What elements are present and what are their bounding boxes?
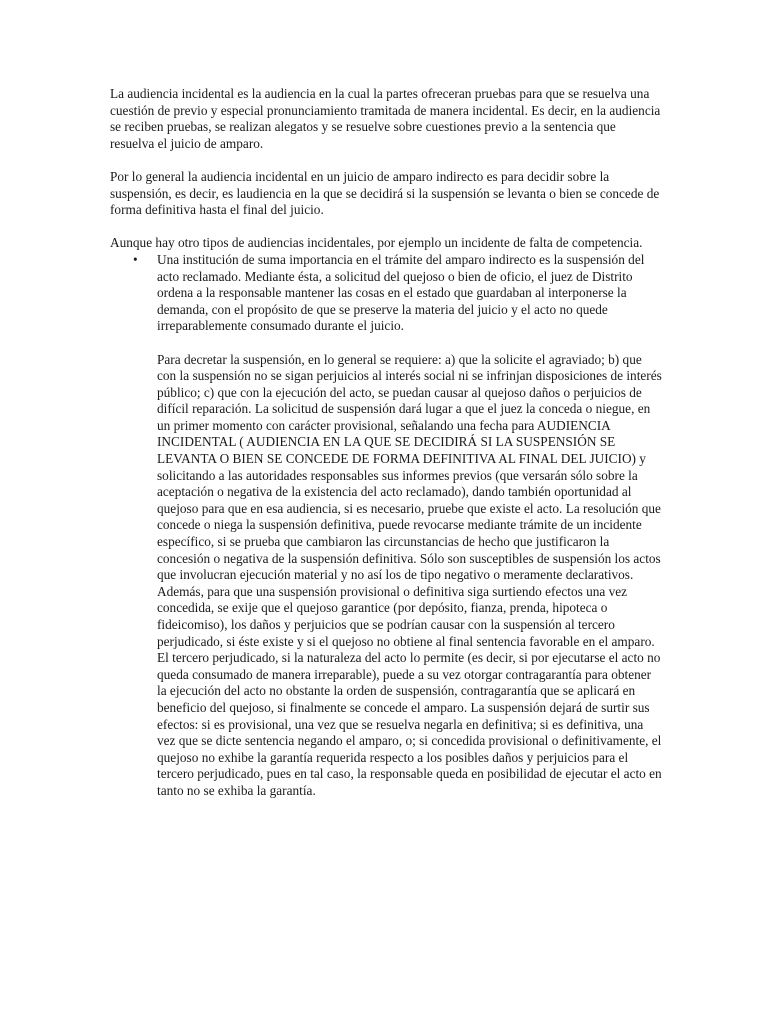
paragraph-3: Aunque hay otro tipos de audiencias incidentales, por ejemplo un incidente de falta de competencia. <box>110 235 643 251</box>
bullet-icon: • <box>133 251 138 267</box>
bullet-list <box>110 252 662 335</box>
paragraph-2: Por lo general la audiencia incidental en un juicio de amparo indirecto es para decidir sobre la suspensión, es decir, es laudiencia en la que se decidirá si la suspensión se levanta o bien se concede de forma definitiva hasta el final del juicio. <box>110 168 660 218</box>
bullet-continuation-paragraph: Para decretar la suspensión, en lo general se requiere: a) que la solicite el agraviado; b) que con la suspensión no se sigan perjuicios al interés social ni se infrinjan disposiciones de interés público; c) que con la ejecución del acto, se puedan causar al quejoso daños o perjuicios de difícil reparación. La solicitud de suspensión dará lugar a que el juez la conceda o niegue, en un primer momento con carácter provisional, señalando una fecha para AUDIENCIA INCIDENTAL ( AUDIENCIA EN LA QUE SE DECIDIRÁ SI LA SUSPENSIÓN SE LEVANTA O BIEN SE CONCEDE DE FORMA DEFINITIVA AL FINAL DEL JUICIO) y solicitando a las autoridades responsables sus informes previos (que versarán sólo sobre la aceptación o negativa de la existencia del acto reclamado), dando también oportunidad al quejoso para que en esa audiencia, si es necesario, pruebe que existe el acto. La resolución que concede o niega la suspensión definitiva, puede revocarse mediante trámite de un incidente específico, si se prueba que cambiaron las circunstancias de hecho que justificaron la concesión o negativa de la suspensión definitiva. Sólo son susceptibles de suspensión los actos que involucran ejecución material y no así los de tipo negativo o meramente declarativos. Además, para que una suspensión provisional o definitiva siga surtiendo efectos una vez concedida, se exije que el quejoso garantice (por depósito, fianza, prenda, hipoteca o fideicomiso), los daños y perjuicios que se podrían causar con la suspensión al tercero perjudicado, si éste existe y si el quejoso no obtiene al final sentencia favorable en el amparo. El tercero perjudicado, si la naturaleza del acto lo permite (es decir, si por ejecutarse el acto no queda consumado de manera irreparable), puede a su vez otorgar contragarantía para obtener la ejecución del acto no obstante la orden de suspensión, contragarantía que se aplicará en beneficio del quejoso, si finalmente se concede el amparo. La suspensión dejará de surtir sus efectos: si es provisional, una vez que se resuelva negarla en definitiva; si es definitiva, una vez que se dicte sentencia negando el amparo, o; si concedida provisional o definitivamente, el quejoso no exhibe la garantía requerida respecto a los posibles daños y perjuicios para el tercero perjudicado, pues en tal caso, la responsable queda en posibilidad de ejecutar el acto en tanto no se exhiba la garantía. <box>157 351 662 798</box>
list-item <box>110 252 662 335</box>
bullet-item-text: Una institución de suma importancia en el trámite del amparo indirecto es la suspensión del acto reclamado. Mediante ésta, a solicitud del quejoso o bien de oficio, el juez de Distrito ordena a la responsable mantener las cosas en el estado que guardaban al interponerse la demanda, con el propósito de que se preserve la materia del juicio y el acto no quede irreparablemente consumado durante el juicio. <box>157 251 645 334</box>
paragraph-1: La audiencia incidental es la audiencia en la cual la partes ofreceran pruebas para que se resuelva una cuestión de previo y especial pronunciamiento tramitada de manera incidental. Es decir, en la audiencia se reciben pruebas, se realizan alegatos y se resuelve sobre cuestiones previo a la sentencia que resuelva el juicio de amparo. <box>110 86 661 151</box>
document-page <box>110 86 662 800</box>
